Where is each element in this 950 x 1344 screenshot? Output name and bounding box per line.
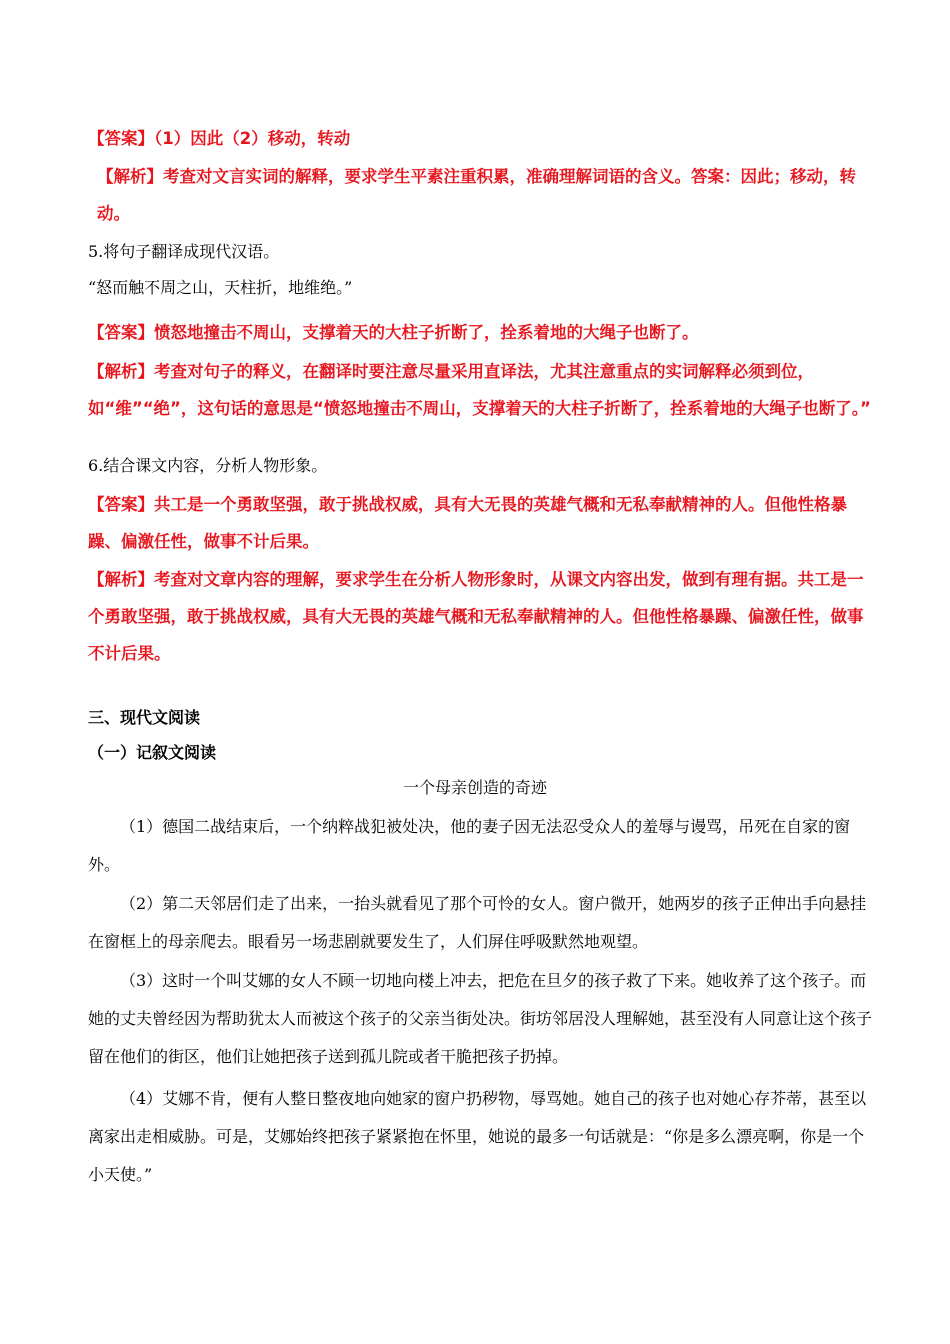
q5-answer: 【答案】愤怒地撞击不周山，支撑着天的大柱子折断了，拴系着地的大绳子也断了。 <box>88 323 699 342</box>
q5-quote: “怒而触不周之山，天柱折，地维绝。” <box>88 278 353 297</box>
q6-question: 6.结合课文内容，分析人物形象。 <box>88 456 328 475</box>
article-paragraph-1: （1）德国二战结束后，一个纳粹战犯被处决，他的妻子因无法忍受众人的羞辱与谩骂，吊死在自家的窗外。 <box>88 817 851 874</box>
article-title: 一个母亲创造的奇迹 <box>402 778 547 797</box>
q6-answer: 【答案】共工是一个勇敢坚强，敢于挑战权威，具有大无畏的英雄气概和无私奉献精神的人。但他性格暴躁、偏激任性，做事不计后果。 <box>88 495 847 551</box>
article-paragraph-2: （2）第二天邻居们走了出来，一抬头就看见了那个可怜的女人。窗户微开，她两岁的孩子正伸出手向悬挂在窗框上的母亲爬去。眼看另一场悲剧就要发生了，人们屏住呼吸默然地观望。 <box>88 894 867 951</box>
q4-analysis: 【解析】考查对文言实词的解释，要求学生平素注重积累，准确理解词语的含义。答案：因此；移动，转动。 <box>97 167 856 223</box>
q5-question: 5.将句子翻译成现代汉语。 <box>88 242 280 261</box>
q6-analysis: 【解析】考查对文章内容的理解，要求学生在分析人物形象时，从课文内容出发，做到有理有据。共工是一个勇敢坚强，敢于挑战权威，具有大无畏的英雄气概和无私奉献精神的人。但他性格暴躁、偏激任性，做事不计后果。 <box>88 570 864 663</box>
q5-analysis: 【解析】考查对句子的释义，在翻译时要注意尽量采用直译法，尤其注意重点的实词解释必须到位，如“维”“绝”，这句话的意思是“愤怒地撞击不周山，支撑着天的大柱子折断了，拴系着地的大绳子也断了。” <box>88 362 871 418</box>
section-heading: 三、现代文阅读 <box>88 708 201 727</box>
q4-answer: 【答案】（1）因此（2）移动，转动 <box>88 129 351 148</box>
section-subheading: （一）记叙文阅读 <box>88 743 217 762</box>
article-paragraph-4: （4）艾娜不肯，便有人整日整夜地向她家的窗户扔秽物，辱骂她。她自己的孩子也对她心存芥蒂，甚至以离家出走相威胁。可是，艾娜始终把孩子紧紧抱在怀里，她说的最多一句话就是：“你是多么漂亮啊，你是一个小天使。” <box>88 1089 867 1184</box>
article-paragraph-3: （3）这时一个叫艾娜的女人不顾一切地向楼上冲去，把危在旦夕的孩子救了下来。她收养了这个孩子。而她的丈夫曾经因为帮助犹太人而被这个孩子的父亲当街处决。街坊邻居没人理解她，甚至没有人同意让这个孩子留在他们的街区，他们让她把孩子送到孤儿院或者干脆把孩子扔掉。 <box>88 971 873 1066</box>
